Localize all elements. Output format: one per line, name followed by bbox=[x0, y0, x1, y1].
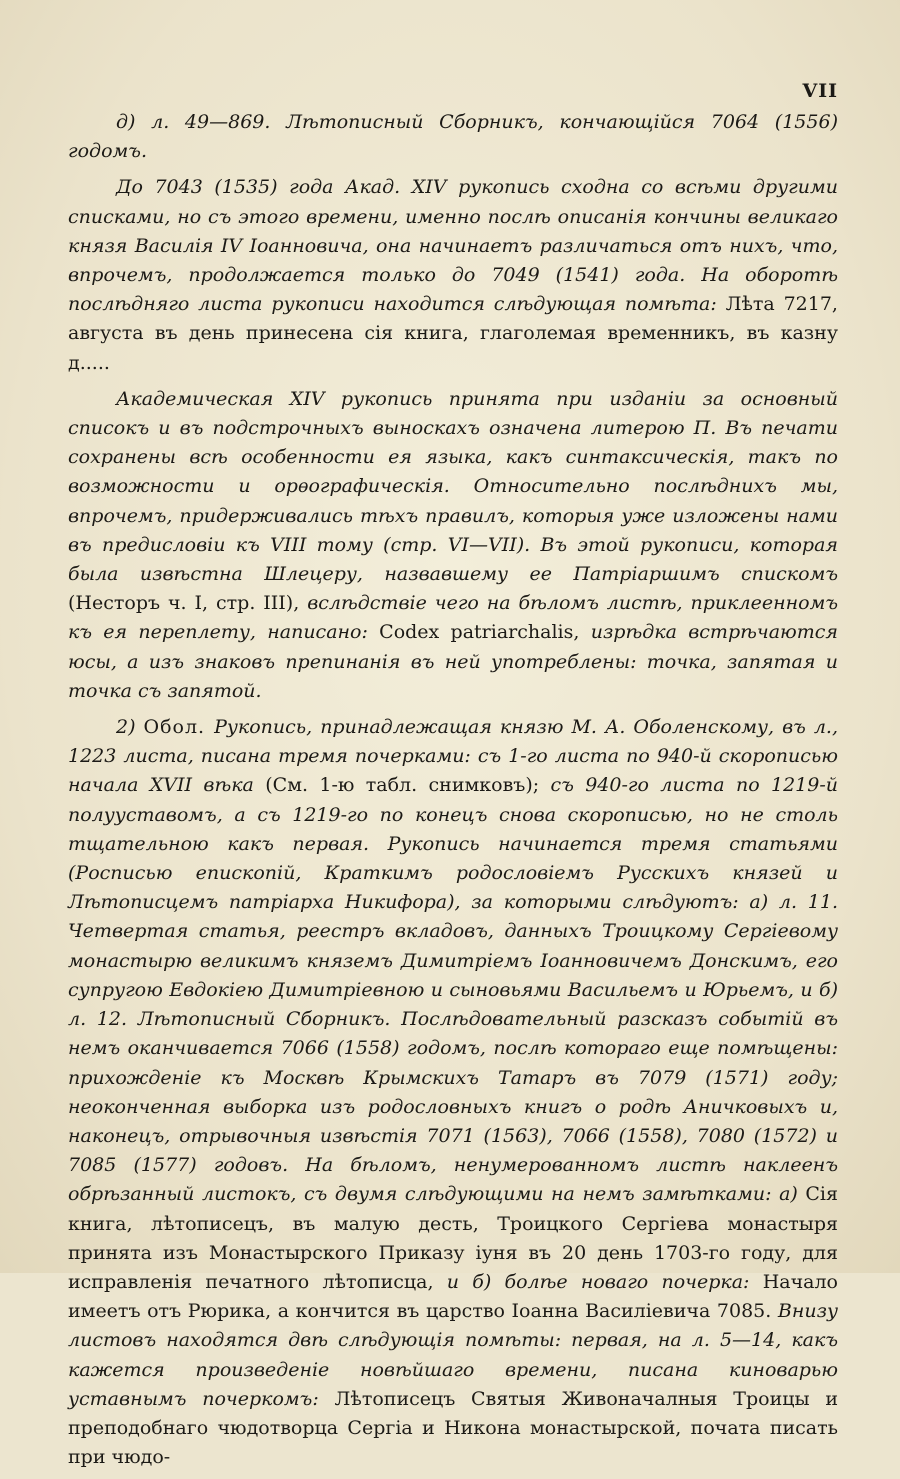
text-segment: вслѣдствіе чего на бѣломъ листѣ, приклеенномъ къ ея переплету, написано: bbox=[68, 592, 838, 644]
text-segment: Академическая XIV рукопись принята при изданіи за основный списокъ и въ подстрочныхъ выноскахъ означена литерою П. Въ печати сохранены всѣ особенности ея языка, какъ синтаксическія, такъ по возможности и орѳографическія. Относительно послѣднихъ мы, впрочемъ, придерживались тѣхъ правилъ, которыя уже изложены нами въ предисловіи къ VIII тому (стр. VI—VII). Въ этой рукописи, которая была извѣстна Шлецеру, назвавшему ее Патріаршимъ спискомъ bbox=[68, 387, 838, 586]
body-text bbox=[68, 108, 838, 1479]
text-segment: д) л. 49—869. Лѣтописный Сборникъ, кончающійся 7064 (1556) годомъ. bbox=[68, 111, 838, 163]
text-segment: Внизу листовъ находятся двѣ слѣдующія помѣты: первая, на л. 5—14, какъ кажется произведеніе новѣйшаго времени, писана киноварью уставнымъ почеркомъ: bbox=[68, 1300, 838, 1410]
text-segment: Обол. bbox=[143, 716, 215, 739]
text-segment: (См. 1-ю табл. снимковъ); bbox=[265, 774, 551, 797]
text-segment: съ 940-го листа по 1219-й полууставомъ, а съ 1219-го по конецъ снова скорописью, но не столь тщательною какъ первая. Рукопись начинается тремя статьями (Росписью епископій, Краткимъ родословіемъ Русскихъ князей и Лѣтописцемъ патріарха Никифора), за которыми слѣдуютъ: а) л. 11. Четвертая статья, реестръ вкладовъ, данныхъ Троицкому Сергіевому монастырю великимъ княземъ Димитріемъ Іоанновичемъ Донскимъ, его супругою Евдокіею Димитріевною и сыновьями Васильемъ и Юрьемъ, и б) л. 12. Лѣтописный Сборникъ. Послѣдовательный разсказъ событій въ немъ оканчивается 7066 (1558) годомъ, послѣ котораго еще помѣщены: прихожденіе къ Москвѣ Крымскихъ Татаръ въ 7079 (1571) году; неоконченная выборка изъ родословныхъ книгъ о родѣ Аничковыхъ и, наконецъ, отрывочныя извѣстія 7071 (1563), 7066 (1558), 7080 (1572) и 7085 (1577) годовъ. На бѣломъ, ненумерованномъ листѣ наклеенъ обрѣзанный листокъ, съ двумя слѣдующими на немъ замѣтками: а) bbox=[68, 774, 839, 1206]
text-segment: Лѣта 7217, августа въ день принесена сія книга, глаголемая временникъ, въ казну д..... bbox=[68, 293, 838, 374]
text-segment: Лѣтописецъ Святыя Живоначалныя Троицы и преподобнаго чюдотворца Сергіа и Никона монастырской, почата писать при чюдо- bbox=[68, 1387, 839, 1469]
text-segment: изрѣдка встрѣчаются юсы, а изъ знаковъ препинанія въ ней употреблены: точка, запятая и точка съ запятой. bbox=[68, 621, 838, 702]
page-number: VII bbox=[802, 80, 838, 102]
paragraph-p2 bbox=[68, 173, 838, 377]
text-segment: Сія книга, лѣтописецъ, въ малую десть, Троицкого Сергіева монастыря принята изъ Монастырского Приказу іуня въ 20 день 1703-го году, для исправленія печатного лѣтописца, bbox=[68, 1183, 838, 1293]
paragraph-p3 bbox=[68, 385, 838, 706]
text-segment: До 7043 (1535) года Акад. XIV рукопись сходна со всѣми другими списками, но съ этого времени, именно послѣ описанія кончины великаго князя Василія IV Іоанновича, она начинаетъ различаться отъ нихъ, что, впрочемъ, продолжается только до 7049 (1541) года. На оборотѣ послѣдняго листа рукописи находится слѣдующая помѣта: bbox=[68, 176, 838, 316]
text-segment: 2) bbox=[116, 716, 144, 739]
text-segment: Рукопись, принадлежащая князю М. А. Оболенскому, въ л., 1223 листа, писана тремя почерками: съ 1-го листа по 940-й скорописью начала XVII вѣка bbox=[68, 716, 838, 797]
text-segment: и б) болѣе новаго почерка: bbox=[446, 1270, 763, 1293]
paragraph-p1 bbox=[68, 108, 838, 166]
text-segment: Codex patriarchalis, bbox=[379, 621, 591, 644]
text-segment: Начало имеетъ отъ Рюрика, а кончится въ царство Іоанна Василіевича 7085. bbox=[68, 1270, 838, 1323]
text-segment: (Несторъ ч. I, стр. III), bbox=[68, 592, 308, 615]
paragraph-p4 bbox=[68, 713, 838, 1472]
